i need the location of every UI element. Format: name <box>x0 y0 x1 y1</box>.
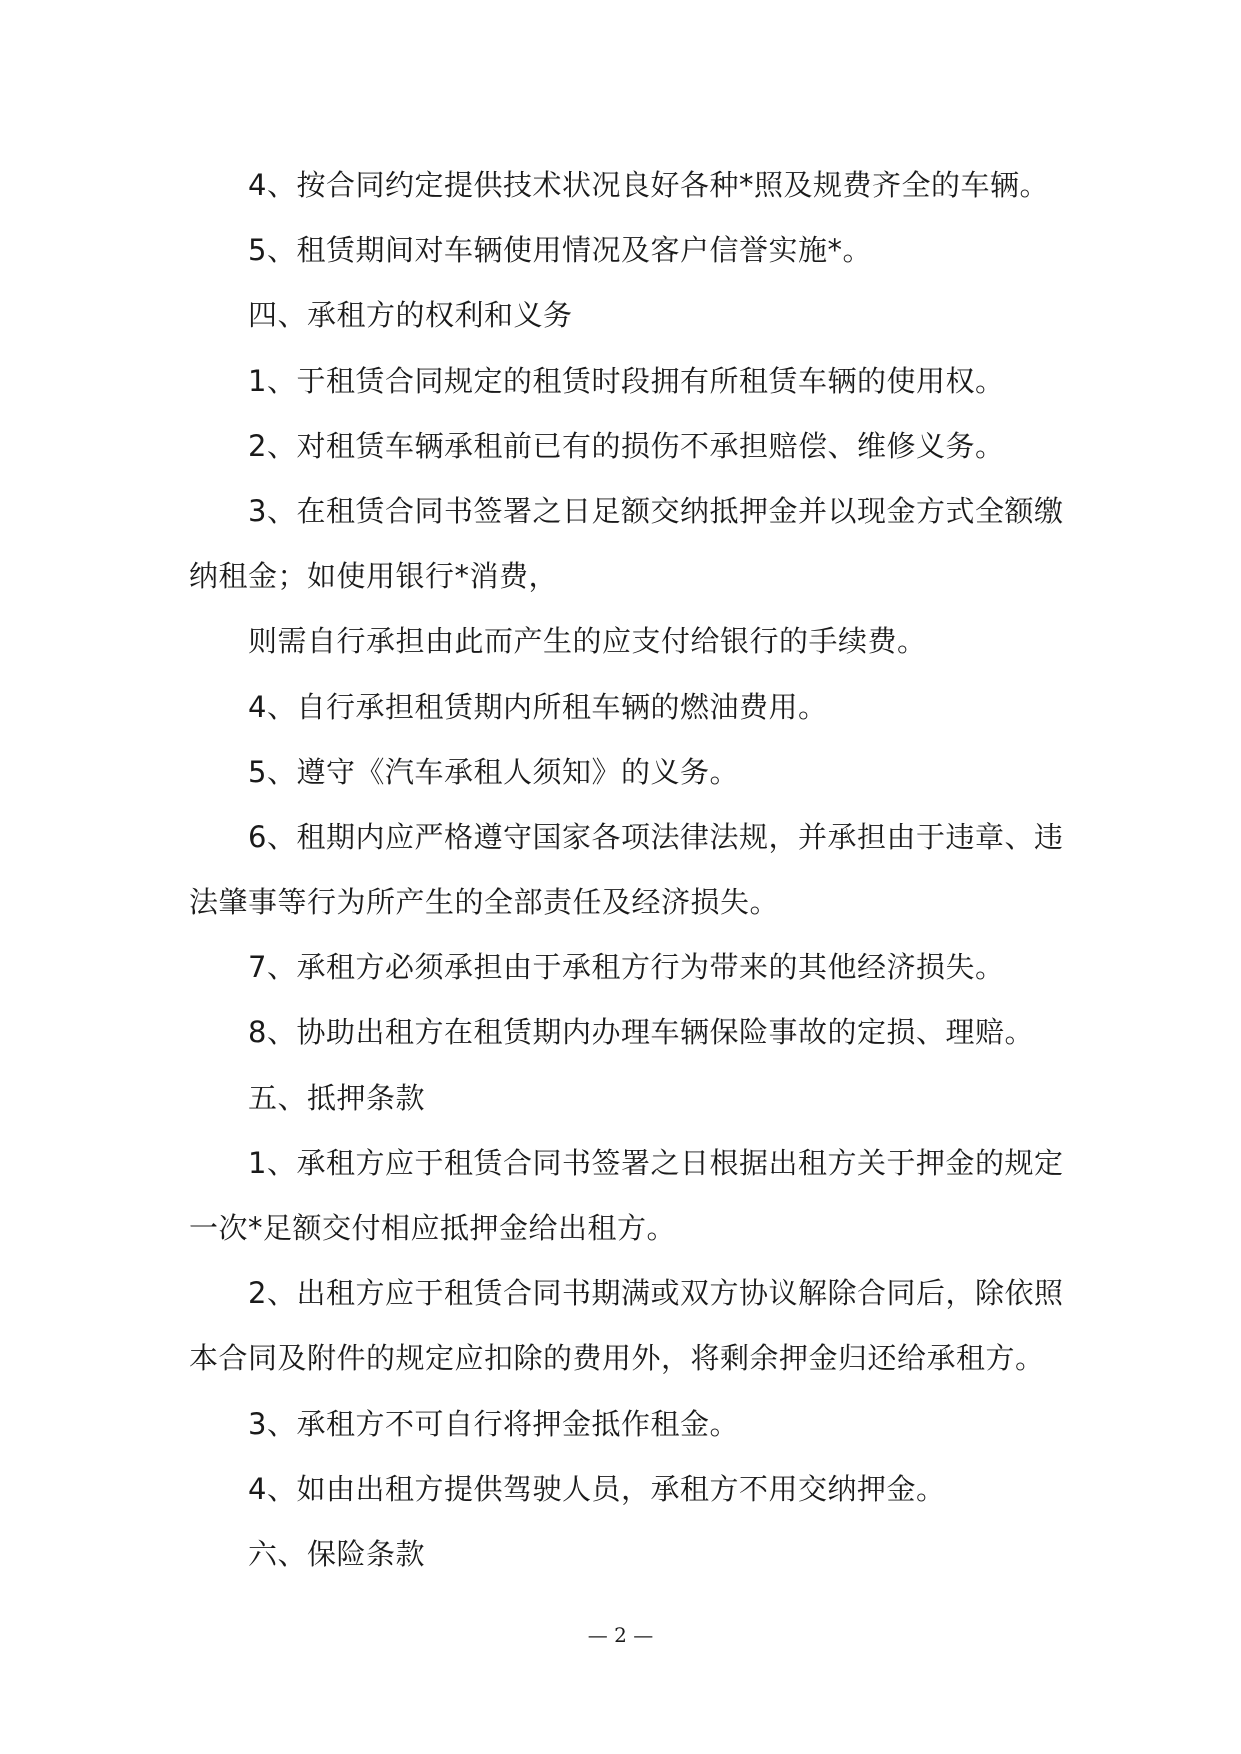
section-heading: 五、抵押条款 <box>248 1080 426 1115</box>
paragraph-line: 2、对租赁车辆承租前已有的损伤不承担赔偿、维修义务。 <box>248 428 1005 463</box>
paragraph-line: 本合同及附件的规定应扣除的费用外，将剩余押金归还给承租方。 <box>189 1341 1045 1376</box>
paragraph-line: 一次*足额交付相应抵押金给出租方。 <box>189 1211 677 1245</box>
paragraph-line: 则需自行承担由此而产生的应支付给银行的手续费。 <box>248 624 927 659</box>
section-heading: 六、保险条款 <box>248 1536 426 1571</box>
section-heading: 四、承租方的权利和义务 <box>248 298 573 333</box>
page-number: — 2 — <box>587 1623 654 1647</box>
paragraph-line: 纳租金；如使用银行*消费， <box>189 559 559 594</box>
body-text <box>189 153 1064 1587</box>
paragraph-line: 5、租赁期间对车辆使用情况及客户信誉实施*。 <box>248 233 872 268</box>
paragraph-line: 4、自行承担租赁期内所租车辆的燃油费用。 <box>248 689 828 724</box>
paragraph-line: 法肇事等行为所产生的全部责任及经济损失。 <box>189 885 780 920</box>
paragraph-line: 5、遵守《汽车承租人须知》的义务。 <box>248 754 739 789</box>
paragraph-line: 6、租期内应严格遵守国家各项法律法规，并承担由于违章、违 <box>248 819 1064 854</box>
paragraph-line: 3、在租赁合同书签署之日足额交纳抵押金并以现金方式全额缴 <box>248 493 1064 528</box>
paragraph-line: 2、出租方应于租赁合同书期满或双方协议解除合同后，除依照 <box>248 1276 1064 1311</box>
paragraph-line: 3、承租方不可自行将押金抵作租金。 <box>248 1406 739 1441</box>
paragraph-line: 1、于租赁合同规定的租赁时段拥有所租赁车辆的使用权。 <box>248 363 1005 398</box>
paragraph-line: 8、协助出租方在租赁期内办理车辆保险事故的定损、理赔。 <box>248 1015 1034 1050</box>
paragraph-line: 7、承租方必须承担由于承租方行为带来的其他经济损失。 <box>248 950 1005 985</box>
paragraph-line: 4、如由出租方提供驾驶人员，承租方不用交纳押金。 <box>248 1471 946 1506</box>
paragraph-line: 1、承租方应于租赁合同书签署之日根据出租方关于押金的规定 <box>248 1145 1064 1180</box>
paragraph-line: 4、按合同约定提供技术状况良好各种*照及规费齐全的车辆。 <box>248 168 1049 202</box>
